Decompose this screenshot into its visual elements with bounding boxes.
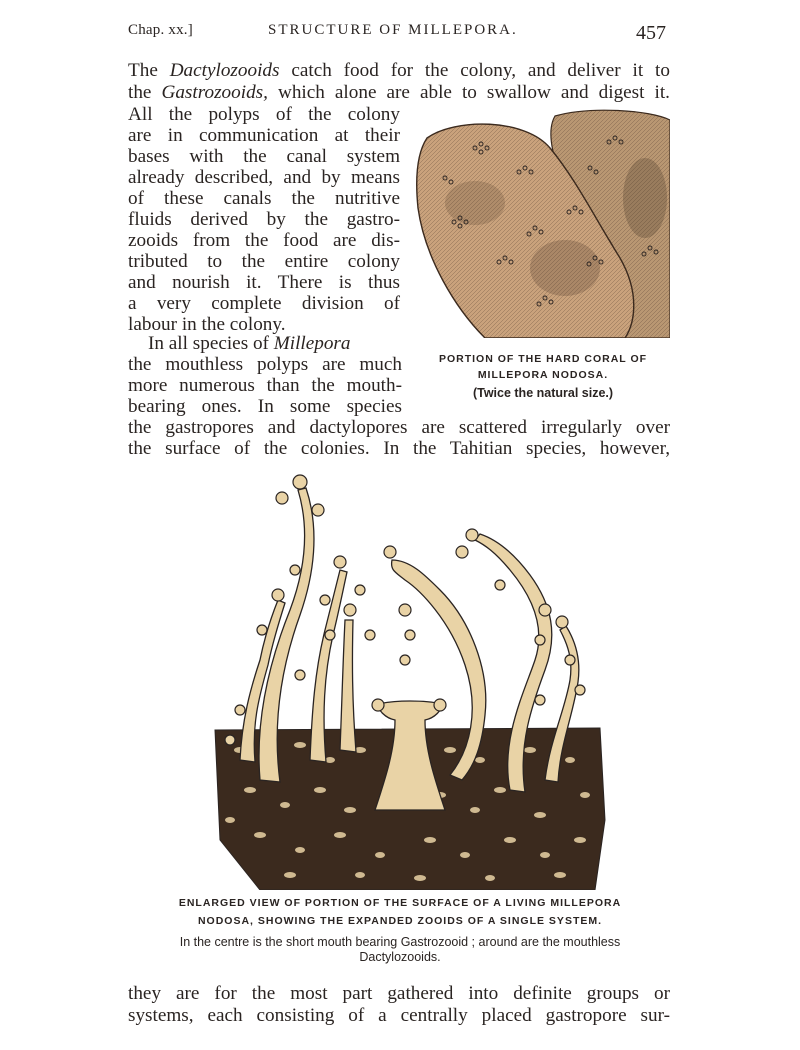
hard-coral-illustration [415,108,670,338]
paragraph-1-line-11: and nourish it. There is thus [128,272,400,293]
paragraph-2-line-1: In all species of Millepora [148,333,351,354]
figure-2-note-line-1: In the centre is the short mouth bearing Gastrozooid ; around are the mouthless [179,935,621,949]
paragraph-1-line-4: are in communication at their [128,125,400,146]
paragraph-2-line-3: more numerous than the mouth- [128,375,402,396]
page-number: 457 [636,22,666,44]
figure-1-caption-line-1: PORTION OF THE HARD CORAL OF [438,353,648,365]
figure-1-caption-line-2: MILLEPORA NODOSA. [477,369,609,381]
paragraph-1-line-7: of these canals the nutritive [128,188,400,209]
paragraph-2-line-5: the gastropores and dactylopores are scattered irregularly over [128,417,670,438]
paragraph-3-line-1: they are for the most part gathered into definite groups or [128,983,670,1004]
paragraph-2-line-2: the mouthless polyps are much [128,354,402,375]
figure-2-caption-line-1: ENLARGED VIEW OF PORTION OF THE SURFACE OF A LIVING MILLEPORA [178,897,622,909]
paragraph-1-line-8: fluids derived by the gastro- [128,209,400,230]
living-millepora-illustration [200,460,610,890]
figure-1-caption-note: (Twice the natural size.) [472,386,614,400]
paragraph-2-line-4: bearing ones. In some species [128,396,402,417]
paragraph-1-line-5: bases with the canal system [128,146,400,167]
paragraph-1-line-3: All the polyps of the colony [128,104,400,125]
dactylozooid-branched [340,620,356,752]
paragraph-2-line-6: the surface of the colonies. In the Tahitian species, however, [128,438,670,459]
paragraph-1-line-6: already described, and by means [128,167,400,188]
figure-2-note-line-2: Dactylozooids. [359,950,441,964]
paragraph-1-line-10: tributed to the entire colony [128,251,400,272]
paragraph-1-line-12: a very complete division of [128,293,400,314]
running-title: STRUCTURE OF MILLEPORA. [268,22,518,38]
figure-2-caption-line-2: NODOSA, SHOWING THE EXPANDED ZOOIDS OF A SINGLE SYSTEM. [197,915,603,927]
paragraph-1-line-9: zooids from the food are dis- [128,230,400,251]
paragraph-1-line-13: labour in the colony. [128,314,286,335]
paragraph-1-line-2: the Gastrozooids, which alone are able to swallow and digest it. [128,82,670,103]
paragraph-3-line-2: systems, each consisting of a centrally placed gastropore sur- [128,1005,670,1026]
paragraph-1-line-1: The Dactylozooids catch food for the colony, and deliver it to [128,60,670,81]
chapter-label: Chap. xx.] [128,22,193,38]
